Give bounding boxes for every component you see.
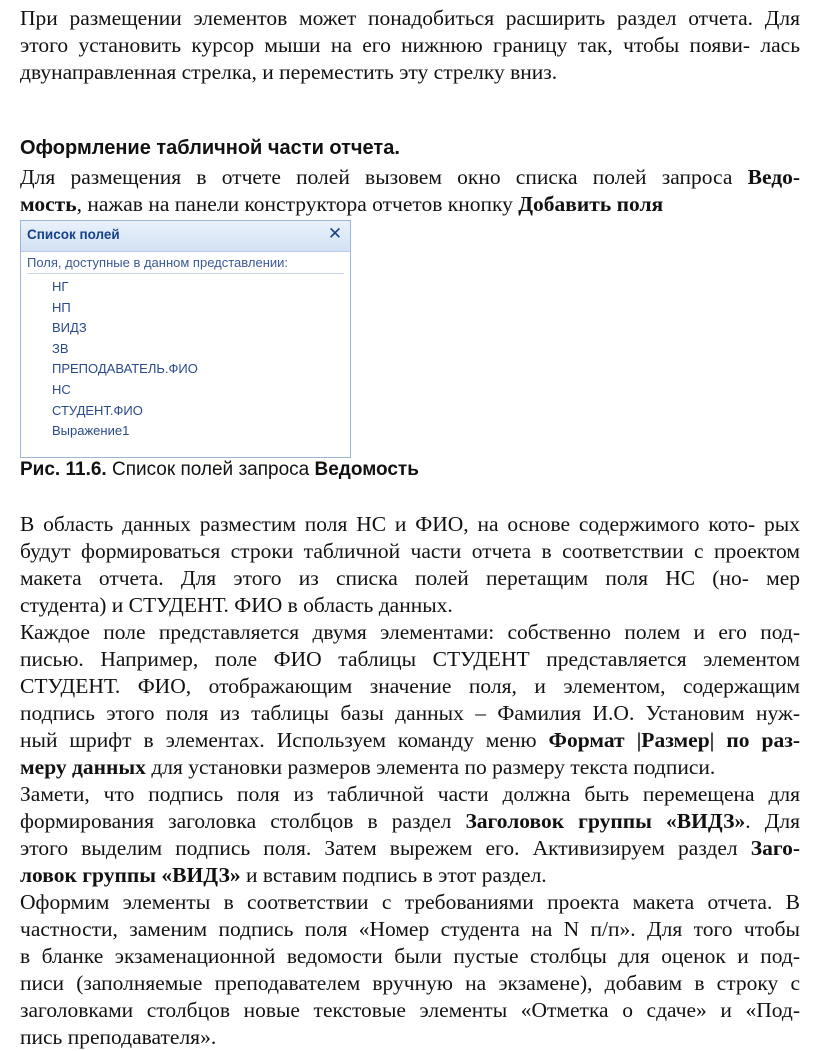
field-item[interactable]: НС [52,381,71,397]
para4-line-3: СТУДЕНТ. ФИО, отображающим значение поля, и элементом, содержащим [20,674,800,698]
field-item[interactable]: ЗВ [52,340,69,356]
para5-text-4: и вставим подпись в этот раздел. [240,863,547,887]
intro-line-1: При размещении элементов может понадобиться расширить раздел отчета. Для [20,6,800,30]
para6-line-6: пись преподавателя». [20,1025,217,1049]
intro-paragraph [20,5,800,86]
menu-command-bold: Формат |Размер| по раз- [548,728,800,752]
group-header-paragraph [20,781,800,889]
para5-line-4 [20,862,800,889]
query-name-bold-cont: мость [20,192,77,216]
para3-line-3: макета отчета. Для этого из списка полей перетащим поля НС (но- мер [20,566,800,590]
field-item[interactable]: ВИДЗ [52,320,87,336]
field-list-panel [20,220,351,458]
para2-line-2 [20,191,800,218]
query-name-bold: Ведо- [747,165,800,189]
para6-line-4: писи (заполняемые преподавателем вручную на экзамене), добавим в строку с [20,971,800,995]
caption-text: Список полей запроса [106,459,315,480]
para4-line-1: Каждое поле представляется двумя элементами: собственно полем и его под- [20,620,800,644]
field-item[interactable]: СТУДЕНТ.ФИО [52,402,143,418]
group-header-bold-2: Заго- [750,836,800,860]
para2-text: Для размещения в отчете полей вызовем окно списка полей запроса [20,165,748,189]
field-item[interactable]: НГ [52,279,69,294]
para6-line-2: частности, заменим подпись поля «Номер студента на N п/п». Для того чтобы [20,917,800,941]
figure-number: Рис. 11.6. [20,459,107,480]
close-icon[interactable]: ✕ [327,224,343,243]
para5-line-3 [20,835,800,862]
field-item[interactable]: НП [52,299,71,315]
para3-line-1: В область данных разместим поля НС и ФИО, на основе содержимого кото- рых [20,512,800,536]
para5-line-2 [20,808,800,835]
para3-line-4: студента) и СТУДЕНТ. ФИО в область данных. [20,593,453,617]
intro-line-3: двунаправленная стрелка, и переместить эту стрелку вниз. [20,60,558,84]
para4-line-6 [20,754,800,781]
intro-line-2: этого установить курсор мыши на его нижнюю границу так, чтобы появи- лась [20,33,800,57]
para5-text-3: этого выделим подпись поля. Затем вырежем его. Активизируем раздел [20,836,751,860]
formatting-paragraph [20,889,800,1051]
field-list-title: Список полей [27,227,120,242]
group-header-bold: Заголовок группы «ВИДЗ» [465,809,746,833]
field-list-header [21,221,350,252]
section-heading: Оформление табличной части отчета. [20,137,400,159]
data-area-paragraph [20,511,800,619]
para5-text-2: . Для [745,809,800,833]
field-list-intro-paragraph [20,164,800,218]
para5-line-1: Замети, что подпись поля из табличной части должна быть перемещена для [20,782,800,806]
group-header-bold-cont: ловок группы «ВИДЗ» [20,863,241,887]
para6-line-5: заголовками столбцов новые текстовые элементы «Отметка о сдаче» и «Под- [20,998,800,1022]
field-item[interactable]: Выражение1 [52,423,130,439]
field-list [52,277,198,442]
field-list-subtitle: Поля, доступные в данном представлении: [27,255,289,270]
figure-caption [20,459,419,481]
para4-text: ный шрифт в элементах. Используем команду меню [20,728,549,752]
field-elements-paragraph [20,619,800,781]
para4-line-2: писью. Например, поле ФИО таблицы СТУДЕНТ представляется элементом [20,647,800,671]
para4-line-5 [20,727,800,754]
para4-text-2: для установки размеров элемента по размеру текста подписи. [145,755,716,779]
para2-text-2: , нажав на панели конструктора отчетов кнопку [76,192,519,216]
para4-line-4: подпись этого поля из таблицы базы данных – Фамилия И.О. Установим нуж- [20,701,800,725]
para3-line-2: будут формироваться строки табличной части отчета в соответствии с проектом [20,539,800,563]
para6-line-3: в бланке экзаменационной ведомости были пустые столбцы для оценок и под- [20,944,800,968]
add-fields-button-name: Добавить поля [518,192,664,216]
field-item[interactable]: ПРЕПОДАВАТЕЛЬ.ФИО [52,361,198,377]
divider [27,273,344,274]
para6-line-1: Оформим элементы в соответствии с требованиями проекта макета отчета. В [20,890,800,914]
caption-query-name: Ведомость [314,459,419,480]
para2-line-1 [20,164,800,191]
para5-text: формирования заголовка столбцов в раздел [20,809,466,833]
menu-command-bold-cont: меру данных [20,755,146,779]
